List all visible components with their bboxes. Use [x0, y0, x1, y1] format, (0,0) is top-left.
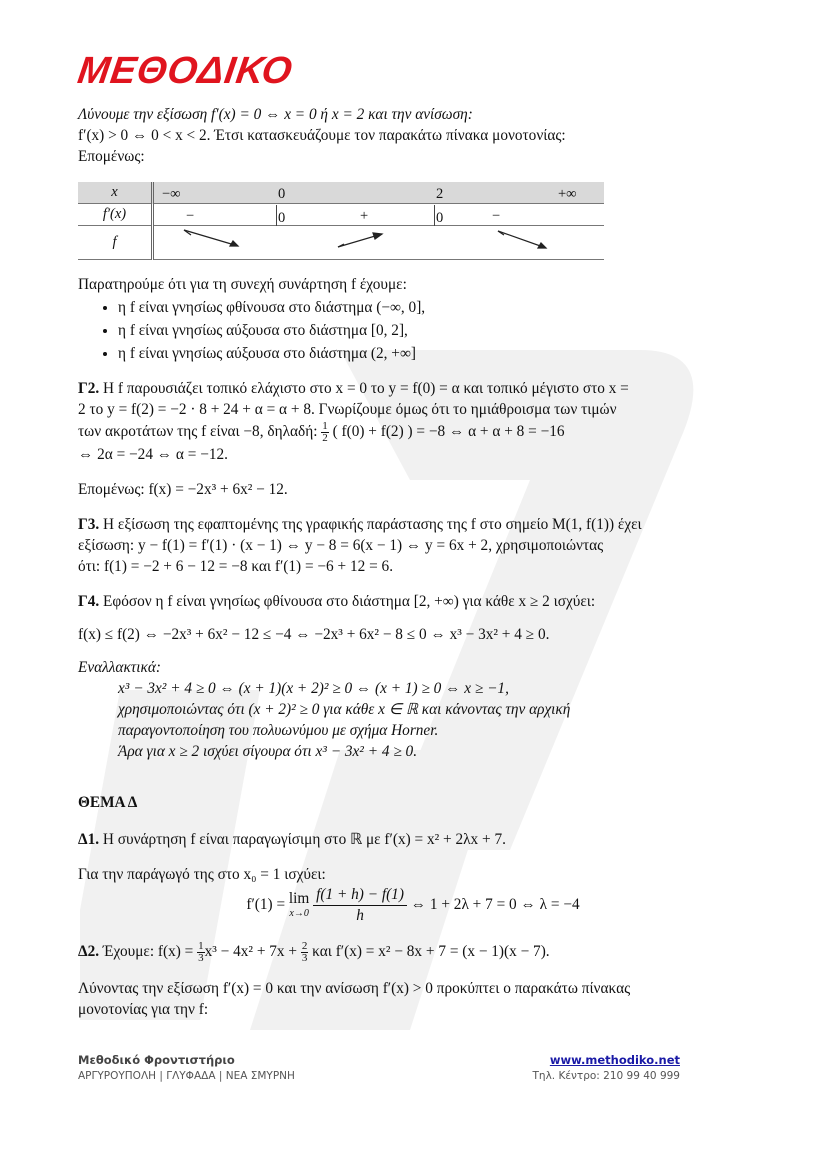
fp-sign-1: − — [186, 207, 195, 224]
g2-result: Επομένως: f(x) = −2x³ + 6x² − 12. — [78, 481, 288, 498]
intro-line-2: f′(x) > 0 ⇔ 0 < x < 2. Έτσι κατασκευάζουμε τον παρακάτω πίνακα μονοτονίας: — [78, 127, 566, 144]
section-d2: Δ2. Έχουμε: f(x) = $\frac{1}{3}$ x³ − 4x² + 7x + $\frac{2}{3}$ και f′(x) = x² − 8x + 7 = (x − 1)(x − 7). Λύνοντας την εξίσωση f′(x) = 0 και την ανίσωση f′(x) > 0 προκύπτει ο παρακάτω πίνακας μονοτονίας για την f: — [78, 940, 748, 1020]
g2-line-4: ⇔ 2α = −24 ⇔ α = −12. — [78, 446, 228, 463]
brand-logo: ΜΕΘΟΔΙΚΟ — [75, 50, 296, 92]
main-content — [78, 104, 748, 1020]
fp-sign-3: − — [492, 207, 501, 224]
arrow-down-icon — [184, 230, 238, 246]
g3-line-3: ότι: f(1) = −2 + 6 − 12 = −8 και f′(1) = −6 + 12 = 6. — [78, 558, 394, 575]
footer-phone: Τηλ. Κέντρο: 210 99 40 999 — [532, 1070, 680, 1082]
row-label-f: f — [78, 226, 153, 260]
list-item: • η f είναι γνησίως αύξουσα στο διάστημα [0, 2], — [118, 320, 748, 341]
intro-line-3: Επομένως: — [78, 148, 145, 165]
fp-sign-2: + — [360, 207, 369, 224]
alt-line-4: Άρα για x ≥ 2 ισχύει σίγουρα ότι x³ − 3x² + 4 ≥ 0. — [118, 743, 418, 760]
arrow-up-icon — [338, 233, 382, 247]
g2-line-3b: ( f(0) + f(2) ) = −8 ⇔ α + α + 8 = −16 — [328, 423, 565, 440]
footer-website-link[interactable]: www.methodiko.net — [549, 1053, 680, 1067]
g3-line-1: Η εξίσωση της εφαπτομένης της γραφικής παράστασης της f στο σημείο M(1, f(1)) έχει — [99, 516, 642, 533]
g2-line-2: 2 το y = f(2) = −2 · 8 + 24 + α = α + 8. Γνωρίζουμε όμως ότι το ημιάθροισμα των τιμών — [78, 401, 617, 418]
g3-line-2: εξίσωση: y − f(1) = f′(1) · (x − 1) ⇔ y − 8 = 6(x − 1) ⇔ y = 6x + 2, χρησιμοποιώντας — [78, 537, 604, 554]
alt-line-3: παραγοντοποίηση του πολυωνύμου με σχήμα Horner. — [118, 722, 439, 739]
section-d1 — [78, 829, 748, 926]
section-g3 — [78, 514, 748, 577]
table-divider — [434, 205, 435, 226]
g2-line-3a: των ακροτάτων της f είναι −8, δηλαδή: — [78, 423, 322, 440]
list-item: • η f είναι γνησίως αύξουσα στο διάστημα (2, +∞] — [118, 343, 748, 364]
x-val-minus-inf: −∞ — [162, 185, 181, 202]
third-fraction: $\frac{1}{3}$ — [198, 939, 204, 964]
section-g2 — [78, 378, 748, 500]
alt-title: Εναλλακτικά: — [78, 659, 161, 676]
g4-line-1: Εφόσον η f είναι γνησίως φθίνουσα στο διάστημα [2, +∞) για κάθε x ≥ 2 ισχύει: — [99, 593, 596, 610]
g4-line-2: f(x) ≤ f(2) ⇔ −2x³ + 6x² − 12 ≤ −4 ⇔ −2x³ + 6x² − 8 ≤ 0 ⇔ x³ − 3x² + 4 ≥ 0. — [78, 626, 550, 643]
fp-zero-2: 0 — [436, 209, 444, 226]
theme-title: ΘΕΜΑ Δ — [78, 794, 138, 811]
two-thirds-fraction: $\frac{2}{3}$ — [301, 939, 308, 964]
row-label-x: x — [78, 182, 153, 204]
row-label-fprime: f′(x) — [78, 204, 153, 226]
d1-line-1: Η συνάρτηση f είναι παραγωγίσιμη στο ℝ με f′(x) = x² + 2λx + 7. — [99, 831, 506, 848]
intro-line-1: Λύνουμε την εξίσωση f′(x) = 0 ⇔ x = 0 ή x = 2 και την ανίσωση: — [78, 106, 473, 123]
half-fraction: $\frac{1}{2}$ — [322, 419, 328, 444]
table-row-fprime — [78, 204, 604, 226]
section-g4 — [78, 591, 748, 762]
footer-brand: Μεθοδικό Φροντιστήριο — [78, 1053, 235, 1067]
x-val-0: 0 — [278, 185, 286, 202]
observations-list — [78, 297, 748, 364]
alt-block — [78, 678, 748, 762]
d1-tag: Δ1. — [78, 831, 100, 848]
g2-tag: Γ2. — [78, 380, 100, 397]
d1-line-2: Για την παράγωγό της στο x₀ = 1 ισχύει: — [78, 866, 326, 883]
table-divider — [276, 205, 277, 226]
arrow-down-icon — [498, 231, 546, 248]
f-arrows — [154, 226, 604, 252]
footer-areas: ΑΡΓΥΡΟΥΠΟΛΗ | ΓΛΥΦΑΔΑ | ΝΕΑ ΣΜΥΡΝΗ — [78, 1070, 295, 1082]
x-val-plus-inf: +∞ — [558, 185, 577, 202]
alt-line-1: x³ − 3x² + 4 ≥ 0 ⇔ (x + 1)(x + 2)² ≥ 0 ⇔ (x + 1) ≥ 0 ⇔ x ≥ −1, — [118, 680, 509, 697]
g4-tag: Γ4. — [78, 593, 100, 610]
alt-line-2: χρησιμοποιώντας ότι (x + 2)² ≥ 0 για κάθε x ∈ ℝ και κάνοντας την αρχική — [118, 701, 571, 718]
g2-line-1: Η f παρουσιάζει τοπικό ελάχιστο στο x = 0 το y = f(0) = α και τοπικό μέγιστο στο x = — [99, 380, 629, 397]
g3-tag: Γ3. — [78, 516, 100, 533]
table-row-x — [78, 182, 604, 204]
x-val-2: 2 — [436, 185, 444, 202]
observations-intro: Παρατηρούμε ότι για τη συνεχή συνάρτηση f έχουμε: — [78, 276, 407, 293]
d2-tag: Δ2. — [78, 943, 100, 960]
list-item: • η f είναι γνησίως φθίνουσα στο διάστημα (−∞, 0], — [118, 297, 748, 318]
fp-zero-1: 0 — [278, 209, 286, 226]
d1-derivative-formula: f′(1) = lim x→0 $\frac{f(1 + h) - f(1)}{h}$ ⇔ 1 + 2λ + 7 = 0 ⇔ λ = −4 — [246, 886, 580, 924]
monotonicity-table — [78, 182, 604, 260]
table-row-f — [78, 226, 604, 260]
d2-line-3: μονοτονίας για την f: — [78, 1001, 209, 1018]
d2-line-2: Λύνοντας την εξίσωση f′(x) = 0 και την ανίσωση f′(x) > 0 προκύπτει ο παρακάτω πίνακας — [78, 980, 631, 997]
